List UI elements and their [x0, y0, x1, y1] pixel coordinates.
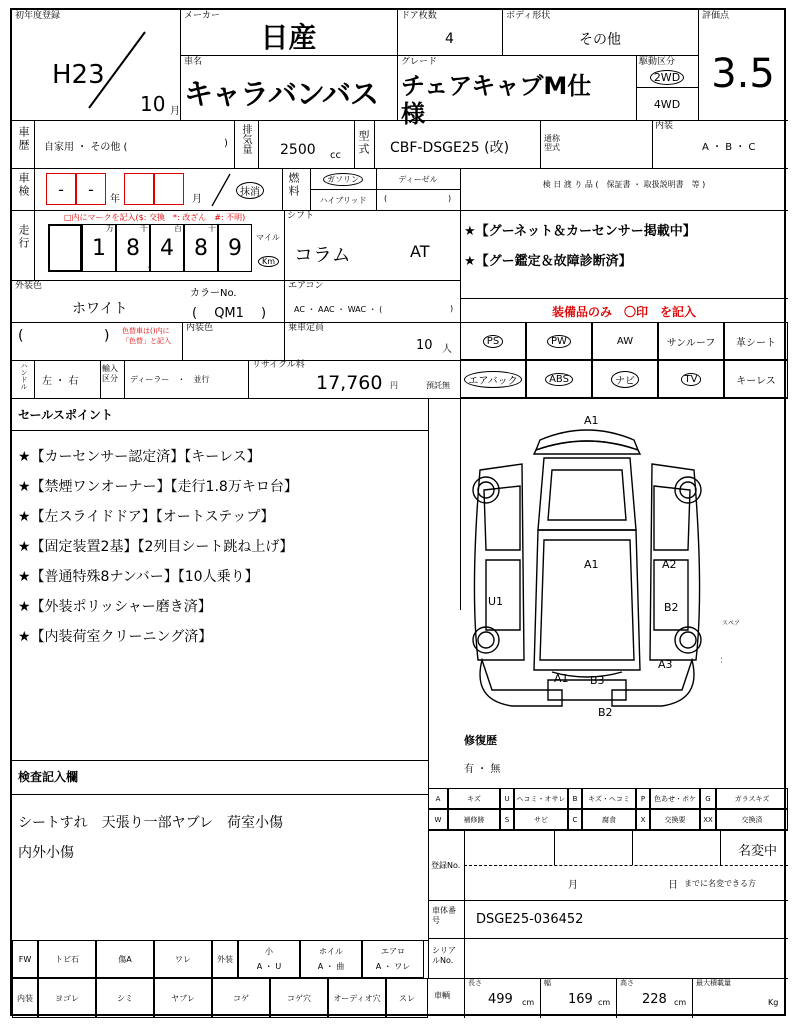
recycle-value: 17,760 [316, 372, 383, 394]
legend-cell: X [636, 809, 650, 830]
inspection-box-4 [154, 173, 184, 205]
chassis-label: 車体番号 [432, 906, 456, 925]
damage-legend [428, 788, 788, 830]
interior-damage-cell: スレ [386, 978, 428, 1018]
body-value: その他 [579, 32, 621, 48]
exterior-label: 外装 [212, 940, 238, 978]
first-reg-era: H23 [52, 60, 105, 90]
max-load-label: 最大積載量 [696, 979, 731, 987]
interior-label: 内装 [655, 121, 674, 131]
displacement-value: 2500 [280, 142, 316, 158]
common-type-label: 通称型式 [544, 134, 560, 152]
sales-point: ★【固定装置2基】【2列目シート跳ね上げ】 [18, 539, 294, 555]
name-change-deadline: までに名変できる方 [684, 879, 756, 888]
vehicle-height: 228 [642, 992, 667, 1007]
legend-cell: ヘコミ・オサレ [514, 788, 568, 809]
ac-value: AC ・ AAC ・ WAC ・ ( [294, 305, 383, 314]
legend-cell: キズ [448, 788, 500, 809]
exterior-item-label: ホイル [319, 947, 343, 956]
drive-2wd: 2WD [636, 68, 698, 86]
inspection-notes-line1: シートすれ 天張り一部ヤブレ 荷室小傷 [18, 815, 284, 831]
vehicle-size-label: 車輌 [434, 991, 450, 1000]
legend-cell: S [500, 809, 514, 830]
score-label: 評価点 [702, 11, 730, 21]
legend-cell: W [428, 809, 448, 830]
inspection-box-3 [124, 173, 154, 205]
exterior-color-label: 外装色 [15, 281, 43, 291]
damage-mark: A1 [554, 672, 569, 685]
exterior-item [238, 940, 300, 978]
mile-label: マイル [256, 233, 280, 242]
sales-point: ★【カーセンサー認定済】【キーレス】 [18, 449, 261, 465]
inspection-box-1: - [46, 173, 76, 205]
equipment-title: 装備品のみ 〇印 を記入 [551, 304, 696, 319]
equipment-item: エアバック [460, 360, 526, 398]
exterior-item [362, 940, 424, 978]
inspection-notes-line2: 内外小傷 [18, 845, 74, 861]
fuel-diesel: ディーゼル [398, 174, 438, 184]
registration-label: 登録No. [431, 861, 461, 870]
legend-cell: ガラスキズ [716, 788, 788, 809]
interior-color-label: 内装色 [186, 323, 214, 333]
shift-value: コラム [294, 244, 351, 266]
interior-damage-cell: ヤブレ [154, 978, 212, 1018]
history-label: 車歴 [17, 126, 30, 152]
import-label: 輸入区分 [102, 364, 118, 383]
recycle-label: リサイクル料 [252, 360, 305, 370]
grade-line2: 様 [401, 100, 425, 128]
interior-damage-cell: オーディオ穴 [328, 978, 386, 1018]
name-change-label: 名変中 [738, 844, 778, 859]
inspection-notes-title: 検査記入欄 [18, 770, 79, 784]
color-change-note: 色替車は()内に 「色替」と記入 [122, 327, 171, 345]
fuel-hybrid: ハイブリッド [319, 195, 367, 205]
interior-damage-cell: コゲ [212, 978, 270, 1018]
fw-cell: 傷A [96, 940, 154, 978]
score-value: 3.5 [711, 51, 775, 97]
sales-point: ★【普通特殊8ナンバー】【10人乗り】 [18, 569, 259, 585]
equipment-item: PS [460, 322, 526, 360]
mileage-comma: , [147, 250, 153, 271]
doors-value: 4 [445, 31, 454, 47]
expired-option: 抹消 [236, 182, 264, 199]
model-value: キャラバンバス [184, 77, 378, 111]
legend-cell: キズ・ヘコミ [582, 788, 636, 809]
mileage-digit: 9 [218, 224, 252, 272]
body-label: ボディ形状 [506, 11, 551, 21]
damage-mark: A2 [662, 558, 677, 571]
exterior-color: ホワイト [72, 301, 128, 317]
recycle-note: 預託無 [426, 381, 450, 390]
equipment-item: キーレス [724, 360, 788, 398]
promo-line-2: ★【グー鑑定＆故障診断済】 [464, 254, 632, 269]
exterior-item-value: A ・ U [256, 962, 282, 971]
legend-cell: 腐食 [582, 809, 636, 830]
damage-mark: A1 [584, 558, 599, 571]
sales-point: ★【外装ポリッシャー磨き済】 [18, 599, 212, 615]
documents-included: 検 日 渡 り 品 ( 保証書 ・ 取扱説明書 等 ) [542, 179, 706, 189]
equipment-item: ナビ [592, 360, 658, 398]
doors-label: ドア枚数 [401, 11, 437, 21]
mileage-unit: 万 [106, 224, 114, 233]
damage-mark: B2 [598, 706, 613, 719]
legend-cell: サビ [514, 809, 568, 830]
exterior-item-label: エアロ [381, 947, 405, 956]
promo-line-1: ★【グーネット＆カーセンサー掲載中】 [464, 224, 696, 239]
fw-cell: ワレ [154, 940, 212, 978]
legend-cell: 交換要 [650, 809, 700, 830]
type-label: 型式 [357, 130, 370, 156]
auction-sheet: 初年度登録 H23 10 月 メーカー 日産 車名 キャラバンバス ドア枚数 4 ボディ形状 その他 グレード チェアキャブM仕 様 駆動区分 2WD 4WD 評価点 3.5 車歴 自家用 ・ その他 ( ) 排気量 2500 cc 型式 CBF-DSGE25 (改) 通称型式 内装 A ・ B ・ C 車検 - - 年 月 抹消 燃料 ガソリン ディーゼル ハイブリッド ( ) 検 日 渡 り 品 ( 保証書 ・ 取扱説明書 等 ) 走行 □内にマークを記入($: 交換 *: 改ざん #: 不明) 1 万 8 千 4 百 8 十 9 , マイル Km シフト コラム AT ★【グーネット＆カーセンサー掲載中】 ★【グー鑑定＆故障診断済】 外装色 ホワイト カラーNo. ( QM1 ) ( ) 色替車は()内に 「色替」と記入 内装色 エアコン AC ・ AAC ・ WAC ・ ( ) 乗車定員 10 人 装備品のみ 〇印 を記入 PS PW AW サンルーフ 革シート エアバック ABS ナビ TV キーレス ハンドル 左 ・ 右 輸入区分 ディーラー ・ 並行 リサイクル料 17,760 円 預託無 セールスポイント ★【カーセンサー認定済】【キーレス】 ★【禁煙ワンオーナー】【走行1.8万キロ台】 ★【左スライドドア】【オートステップ】 ★【固定装置2基】【2列目シート跳ね上げ】 ★【普通特殊8ナンバー】【10人乗り】 ★【外装ポリッシャー磨き済】 ★【内装荷室クリーニング済】 A1 A1 A2 U1 B2 A3 A1 B3 B2 スペア 修復歴 有 ・ 無 A キズ U ヘコミ・オサレ B キズ・ヘコミ P 色あせ・ボケ G ガラスキズ W 補修跡 S サビ C 腐食 X 交換要 XX 交換済 検査記入欄 シートすれ 天張り一部ヤブレ 荷室小傷 内外小傷 登録No. 名変中 月 日 までに名変できる方 車体番号 DSGE25-036452 シリアルNo. FW トビ石 傷A ワレ 外装 小 A ・ U ホイル A ・ 曲 エアロ A ・ ワレ 内装 ヨゴレ シミ ヤブレ コゲ コゲ穴 オーディオ穴 スレ 車輌 長さ 499 cm 幅 169 cm 高さ 228 cm 最大積載量 Kg [10, 8, 786, 1016]
legend-cell: U [500, 788, 514, 809]
equipment-item: サンルーフ [658, 322, 724, 360]
damage-mark: A3 [658, 658, 673, 671]
mileage-label: 走行 [17, 224, 30, 250]
equipment-grid [460, 322, 788, 398]
inspection-box-2: - [76, 173, 106, 205]
legend-cell: P [636, 788, 650, 809]
model-label: 車名 [184, 57, 203, 67]
interior-damage-cell: コゲ穴 [270, 978, 328, 1018]
history-value: 自家用 ・ その他 ( [44, 142, 128, 153]
drive-label: 駆動区分 [639, 57, 676, 67]
maker-label: メーカー [184, 11, 220, 21]
grade-line1: チェアキャブM仕 [401, 72, 592, 100]
fw-row [12, 940, 428, 978]
legend-cell: 交換済 [716, 809, 788, 830]
first-reg-month: 10 [140, 92, 166, 116]
color-no-label: カラーNo. [190, 288, 237, 299]
color-no: ( QM1 ) [192, 306, 267, 321]
damage-mark: U1 [488, 595, 504, 608]
fw-cell: FW [12, 940, 38, 978]
legend-cell: 色あせ・ボケ [650, 788, 700, 809]
equipment-item: PW [526, 322, 592, 360]
type-value: CBF-DSGE25 (改) [390, 140, 510, 156]
legend-cell: B [568, 788, 582, 809]
interior-damage-row [12, 978, 428, 1018]
sales-point: ★【内装荷室クリーニング済】 [18, 629, 213, 645]
interior-grades: A ・ B ・ C [702, 142, 756, 153]
mileage-unit: 十 [208, 224, 216, 233]
fuel-gasoline: ガソリン [310, 170, 376, 188]
interior-row-label: 内装 [12, 978, 38, 1018]
legend-cell: XX [700, 809, 716, 830]
mileage-unit: 百 [174, 224, 182, 233]
inspection-label: 車検 [17, 172, 30, 198]
mileage-digit: 4 [150, 224, 184, 272]
displacement-label: 排気量 [240, 124, 251, 154]
mileage-note: □内にマークを記入($: 交換 *: 改ざん #: 不明) [64, 213, 246, 222]
import-value: ディーラー ・ 並行 [130, 375, 210, 384]
spare-label: スペア [722, 620, 741, 627]
sales-point: ★【禁煙ワンオーナー】【走行1.8万キロ台】 [18, 479, 298, 495]
mileage-digit: 8 [184, 224, 218, 272]
sales-title: セールスポイント [18, 408, 113, 422]
mileage-digit: 8 [116, 224, 150, 272]
drive-4wd: 4WD [653, 97, 681, 111]
maker-value: 日産 [260, 21, 317, 54]
equipment-item: ABS [526, 360, 592, 398]
vehicle-width: 169 [568, 992, 593, 1007]
mileage-digit: 1 [82, 224, 116, 272]
handle-value: 左 ・ 右 [42, 376, 79, 387]
damage-mark: B2 [664, 601, 679, 614]
shift-label: シフト [287, 211, 315, 221]
fuel-label: 燃料 [287, 172, 300, 198]
serial-label: シリアルNo. [432, 946, 456, 965]
legend-cell: G [700, 788, 716, 809]
damage-mark: A1 [584, 414, 599, 427]
exterior-item-value: A ・ 曲 [317, 962, 345, 971]
first-reg-label: 初年度登録 [15, 11, 61, 21]
legend-cell: A [428, 788, 448, 809]
ac-label: エアコン [288, 281, 324, 291]
exterior-item [300, 940, 362, 978]
shift-type: AT [410, 242, 430, 261]
vehicle-length: 499 [488, 992, 513, 1007]
interior-damage-cell: ヨゴレ [38, 978, 96, 1018]
repair-label: 修復歴 [464, 734, 497, 747]
legend-cell: C [568, 809, 582, 830]
capacity-value: 10 [416, 338, 433, 353]
equipment-item: 革シート [724, 322, 788, 360]
km-label: Km [258, 256, 279, 267]
interior-damage-cell: シミ [96, 978, 154, 1018]
repair-value: 有 ・ 無 [464, 764, 501, 775]
damage-mark: B3 [590, 674, 605, 687]
capacity-label: 乗車定員 [288, 323, 325, 333]
exterior-item-label: 小 [265, 947, 273, 956]
handle-label: ハンドル [20, 362, 28, 390]
slash-mark [87, 30, 147, 110]
equipment-item: AW [592, 322, 658, 360]
grade-label: グレード [401, 57, 438, 67]
legend-cell: 補修跡 [448, 809, 500, 830]
fw-cell: トビ石 [38, 940, 96, 978]
chassis-number: DSGE25-036452 [476, 912, 584, 927]
mileage-unit: 千 [140, 224, 148, 233]
equipment-item: TV [658, 360, 724, 398]
mileage-digit-0 [48, 224, 82, 272]
sales-point: ★【左スライドドア】【オートステップ】 [18, 509, 275, 525]
exterior-item-value: A ・ ワレ [375, 962, 411, 971]
